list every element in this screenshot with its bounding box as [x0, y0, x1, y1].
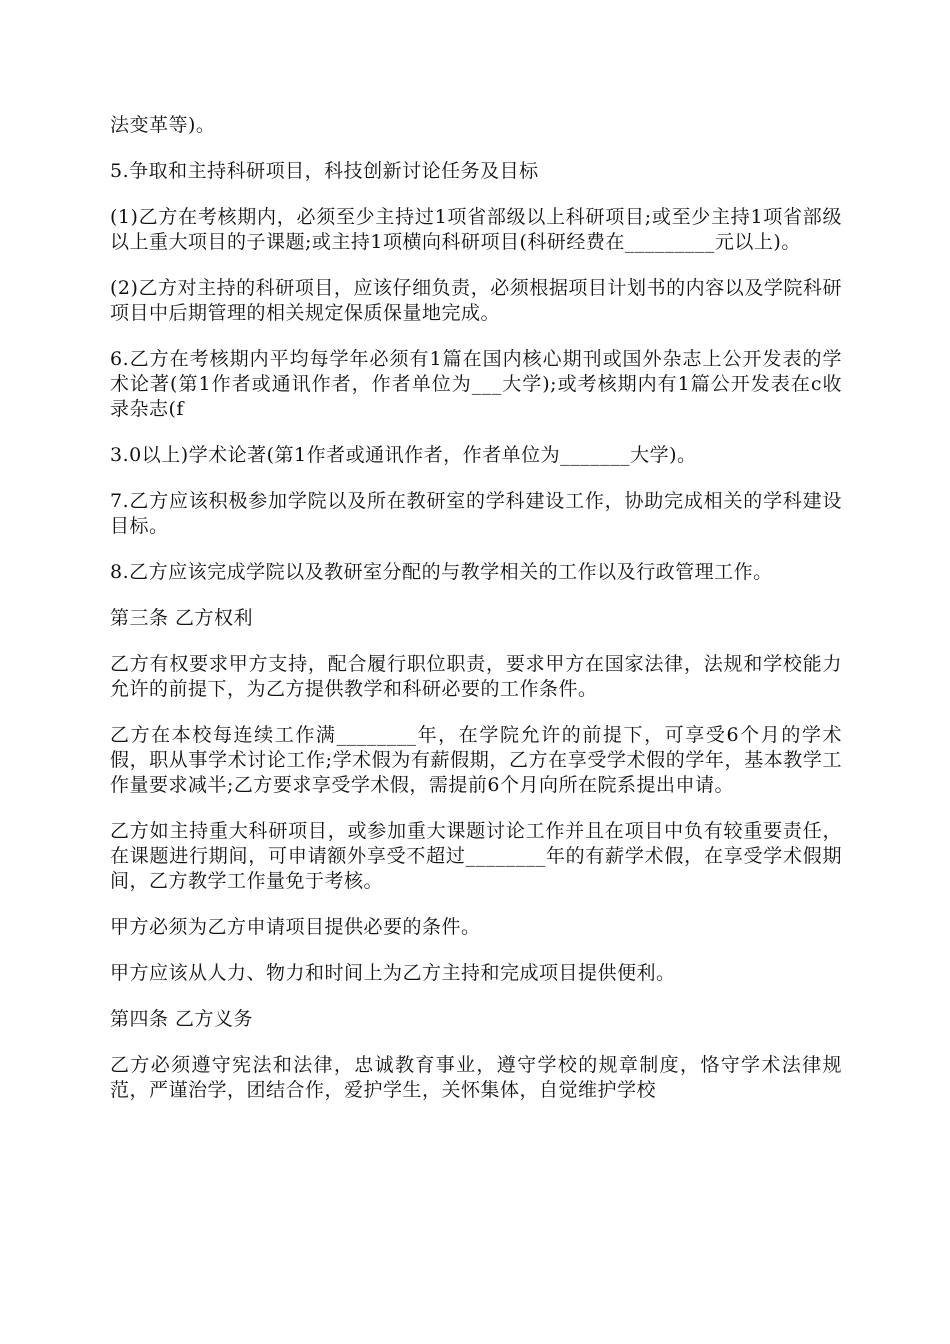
paragraph-item-6: 6.乙方在考核期内平均每学年必须有1篇在国内核心期刊或国外杂志上公开发表的学术论著(第1作者或通讯作者，作者单位为___大学);或考核期内有1篇公开发表在c收录杂志(f	[110, 348, 842, 420]
paragraph-item-5-1: (1)乙方在考核期内，必须至少主持过1项省部级以上科研项目;或至少主持1项省部级以上重大项目的子课题;或主持1项横向科研项目(科研经费在_________元以上)。	[110, 206, 842, 253]
section-heading-article-4: 第四条 乙方义务	[110, 1008, 254, 1030]
paragraph-item-5-2: (2)乙方对主持的科研项目，应该仔细负责，必须根据项目计划书的内容以及学院科研项目中后期管理的相关规定保质保量地完成。	[110, 277, 842, 324]
paragraph-duties-1: 乙方必须遵守宪法和法律，忠诚教育事业，遵守学校的规章制度，恪守学术法律规范，严谨治学，团结合作，爱护学生，关怀集体，自觉维护学校	[110, 1054, 842, 1101]
section-heading-article-3: 第三条 乙方权利	[110, 607, 254, 629]
paragraph-item-8: 8.乙方应该完成学院以及教研室分配的与教学相关的工作以及行政管理工作。	[110, 561, 773, 583]
paragraph-item-7: 7.乙方应该积极参加学院以及所在教研室的学科建设工作，协助完成相关的学科建设目标。	[110, 490, 842, 537]
paragraph-rights-5: 甲方应该从人力、物力和时间上为乙方主持和完成项目提供便利。	[110, 962, 676, 984]
paragraph-item-6-cont: 3.0以上)学术论著(第1作者或通讯作者，作者单位为_______大学)。	[110, 444, 697, 466]
paragraph-rights-4: 甲方必须为乙方申请项目提供必要的条件。	[110, 916, 481, 938]
paragraph-rights-1: 乙方有权要求甲方支持，配合履行职位职责，要求甲方在国家法律，法规和学校能力允许的前提下，为乙方提供教学和科研必要的工作条件。	[110, 653, 842, 700]
paragraph-continuation: 法变革等)。	[110, 114, 216, 136]
paragraph-item-5: 5.争取和主持科研项目，科技创新讨论任务及目标	[110, 160, 539, 182]
paragraph-rights-2: 乙方在本校每连续工作满________年，在学院允许的前提下，可享受6个月的学术假，职从事学术讨论工作;学术假为有薪假期，乙方在享受学术假的学年，基本教学工作量要求减半;乙方要求享受学术假，需提前6个月向所在院系提出申请。	[110, 724, 842, 796]
paragraph-rights-3: 乙方如主持重大科研项目，或参加重大课题讨论工作并且在项目中负有较重要责任，在课题进行期间，可申请额外享受不超过________年的有薪学术假，在享受学术假期间，乙方教学工作量免于考核。	[110, 820, 842, 892]
document-page	[110, 113, 842, 1124]
